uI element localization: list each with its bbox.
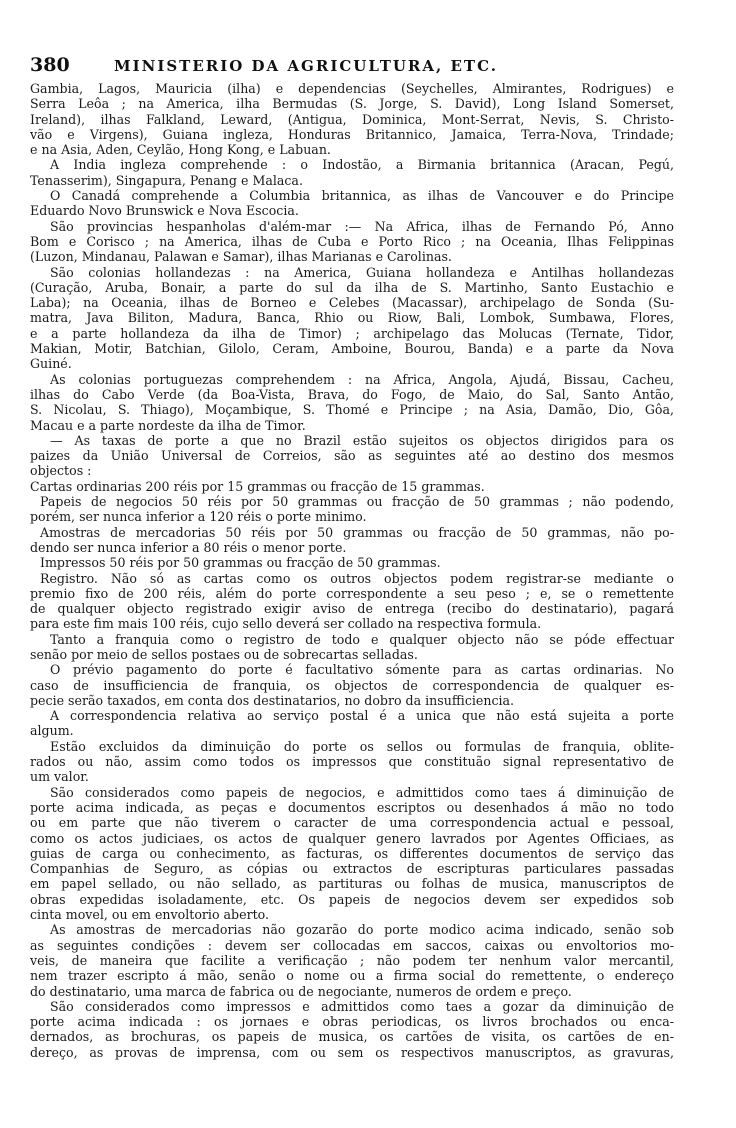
text-line: ilhas do Cabo Verde (da Boa-Vista, Brava, do Fogo, de Maio, do Sal, Santo Antão, (30, 386, 674, 402)
text-line: matra, Java Biliton, Madura, Banca, Rhio ou Riow, Bali, Lombok, Sumbawa, Flores, (30, 310, 674, 326)
text-line: São considerados como papeis de negocios, e admittidos como taes á diminuição de (50, 784, 674, 800)
text-line: objectos : (30, 463, 92, 479)
text-line: Impressos 50 réis por 50 grammas ou fracção de 50 grammas. (40, 555, 441, 571)
text-line: Papeis de negocios 50 réis por 50 grammas ou fracção de 50 grammas ; não podendo, (40, 494, 674, 510)
text-line: caso de insufficiencia de franquia, os objectos de correspondencia de qualquer es- (30, 677, 674, 693)
text-line: Tanto a franquia como o registro de todo e qualquer objecto não se póde effectuar (50, 631, 674, 647)
text-line: dernados, as brochuras, os papeis de musica, os cartões de visita, os cartões de en- (30, 1029, 674, 1045)
text-line: Tenasserim), Singapura, Penang e Malaca. (30, 172, 303, 188)
text-line: O Canadá comprehende a Columbia britannica, as ilhas de Vancouver e do Principe (50, 188, 674, 204)
text-line: porte acima indicada : os jornaes e obras periodicas, os livros brochados ou enca- (30, 1014, 674, 1030)
text-line: guias de carga ou conhecimento, as facturas, os differentes documentos de serviço das (30, 845, 674, 861)
text-line: Gambia, Lagos, Mauricia (ilha) e dependencias (Seychelles, Almirantes, Rodrigues) e (30, 81, 674, 96)
text-line: Cartas ordinarias 200 réis por 15 grammas ou fracção de 15 grammas. (30, 478, 485, 494)
text-line: Registro. Não só as cartas como os outros objectos podem registrar-se mediante o (40, 570, 674, 586)
page-header (30, 54, 674, 78)
text-line: veis, de maneira que facilite a verificação ; não podem ter nenhum valor mercantil, (30, 952, 674, 968)
text-line: senão por meio de sellos postaes ou de sobrecartas selladas. (30, 646, 418, 662)
text-line: Serra Leôa ; na America, ilha Bermudas (S. Jorge, S. David), Long Island Somerset, (30, 96, 674, 112)
body-text (30, 81, 674, 1060)
text-line: São provincias hespanholas d'além-mar :— Na Africa, ilhas de Fernando Pó, Anno (50, 218, 674, 234)
text-line: nem trazer escripto á mão, senão o nome ou a firma social do remettente, o endereço (30, 968, 674, 984)
text-line: em papel sellado, ou não sellado, as partituras ou folhas de musica, manuscriptos de (30, 876, 674, 892)
text-line: e na Asia, Aden, Ceylão, Hong Kong, e Labuan. (30, 142, 331, 158)
text-line: São colonias hollandezas : na America, Guiana hollandeza e Antilhas hollandezas (50, 264, 674, 280)
text-line: S. Nicolau, S. Thiago), Moçambique, S. Thomé e Principe ; na Asia, Damão, Dio, Gôa, (30, 402, 674, 418)
text-line: porém, ser nunca inferior a 120 réis o porte minimo. (30, 509, 367, 525)
text-line: do destinatario, uma marca de fabrica ou de negociante, numeros de ordem e preço. (30, 983, 572, 999)
text-line: Laba); na Oceania, ilhas de Borneo e Celebes (Macassar), archipelago de Sonda (Su- (30, 295, 674, 311)
text-line: Eduardo Novo Brunswick e Nova Escocia. (30, 203, 299, 219)
text-line: um valor. (30, 769, 89, 785)
text-line: cinta movel, ou em envoltorio aberto. (30, 907, 270, 923)
text-line: porte acima indicada, as peças e documentos escriptos ou desenhados á mão no todo (30, 799, 674, 815)
text-line: Estão excluidos da diminuição do porte os sellos ou formulas de franquia, oblite- (50, 738, 674, 754)
text-line: dereço, as provas de imprensa, com ou sem os respectivos manuscriptos, as gravuras, (30, 1044, 674, 1060)
text-line: algum. (30, 723, 74, 739)
text-line: como os actos judiciaes, os actos de qualquer genero lavrados por Agentes Officiaes, as (30, 830, 674, 846)
running-title: MINISTERIO DA AGRICULTURA, ETC. (114, 57, 498, 75)
text-line: A correspondencia relativa ao serviço postal é a unica que não está sujeita a porte (50, 708, 674, 724)
text-line: (Luzon, Mindanau, Palawan e Samar), ilhas Marianas e Carolinas. (30, 249, 452, 265)
text-line: dendo ser nunca inferior a 80 réis o menor porte. (30, 539, 347, 555)
text-line: Ireland), ilhas Falkland, Leward, (Antigua, Dominica, Mont-Serrat, Nevis, S. Christo- (30, 111, 674, 127)
text-line: As colonias portuguezas comprehendem : na Africa, Angola, Ajudá, Bissau, Cacheu, (50, 371, 674, 387)
text-line: Macau e a parte nordeste da ilha de Timor. (30, 417, 306, 433)
text-line: São considerados como impressos e admittidos como taes a gozar da diminuição de (50, 998, 674, 1014)
text-line: A India ingleza comprehende : o Indostão, a Birmania britannica (Aracan, Pegú, (50, 157, 674, 173)
text-line: — As taxas de porte a que no Brazil estão sujeitos os objectos dirigidos para os (50, 432, 674, 448)
text-line: premio fixo de 200 réis, além do porte correspondente a seu peso ; e, se o remettente (30, 585, 674, 601)
text-line: obras expedidas isoladamente, etc. Os papeis de negocios devem ser expedidos sob (30, 891, 674, 907)
text-line: ou em parte que não tiverem o caracter de uma correspondencia actual e pessoal, (30, 815, 674, 831)
text-line: de qualquer objecto registrado exigir aviso de entrega (recibo do destinatario), pagará (30, 601, 674, 617)
text-line: pecie serão taxados, em conta dos destinatarios, no dobro da insufficiencia. (30, 692, 515, 708)
text-line: e a parte hollandeza da ilha de Timor) ; archipelago das Molucas (Ternate, Tidor, (30, 325, 674, 341)
page-number: 380 (30, 54, 70, 76)
text-line: Bom e Corisco ; na America, ilhas de Cuba e Porto Rico ; na Oceania, Ilhas Felippinas (30, 233, 674, 249)
text-line: rados ou não, assim como todos os impressos que constituão signal representativo de (30, 754, 674, 770)
text-line: Guiné. (30, 356, 72, 372)
text-line: vão e Virgens), Guiana ingleza, Honduras Britannico, Jamaica, Terra-Nova, Trindade; (30, 126, 674, 142)
text-line: Companhias de Seguro, as cópias ou extractos de escripturas particulares passadas (30, 861, 674, 877)
text-line: para este fim mais 100 réis, cujo sello deverá ser collado na respectiva formula. (30, 616, 542, 632)
text-line: O prévio pagamento do porte é facultativo sómente para as cartas ordinarias. No (50, 662, 674, 678)
text-line: As amostras de mercadorias não gozarão do porte modico acima indicado, senão sob (50, 922, 674, 938)
text-line: Amostras de mercadorias 50 réis por 50 grammas ou fracção de 50 grammas, não po- (40, 524, 674, 540)
text-line: (Curação, Aruba, Bonair, a parte do sul da ilha de S. Martinho, Santo Eustachio e (30, 279, 674, 295)
text-line: as seguintes condições : devem ser collocadas em saccos, caixas ou envoltorios mo- (30, 937, 674, 953)
text-line: paizes da União Universal de Correios, são as seguintes até ao destino dos mesmos (30, 448, 674, 464)
text-line: Makian, Motir, Batchian, Gilolo, Ceram, Amboine, Bourou, Banda) e a parte da Nova (30, 341, 674, 357)
